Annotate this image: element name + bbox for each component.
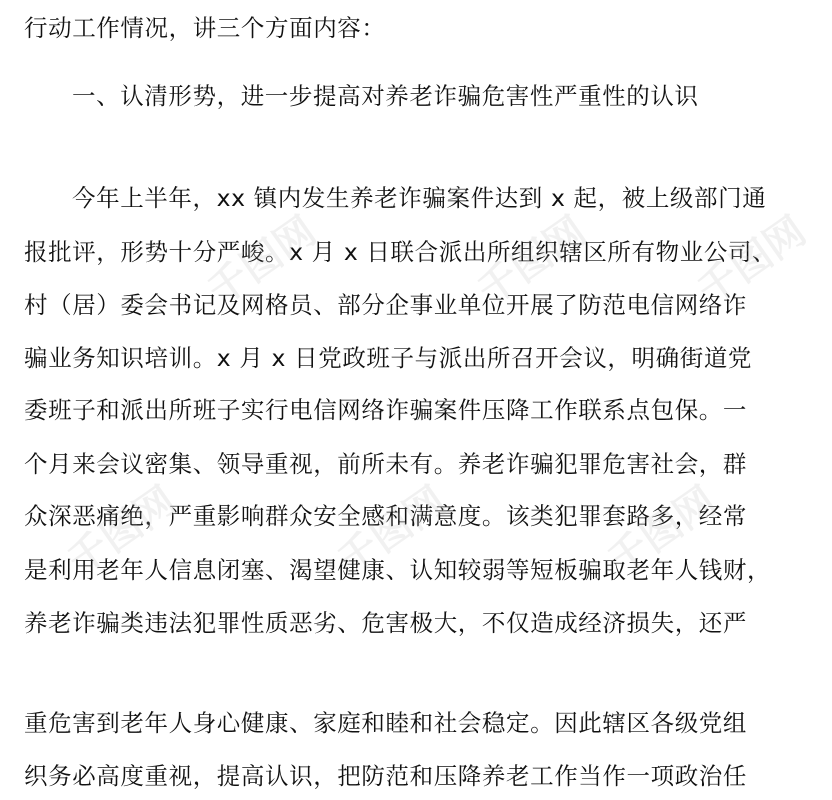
- watermark: 千图网: [469, 208, 595, 315]
- watermark: 千图网: [59, 478, 185, 585]
- section-heading: 一、认清形势，进一步提高对养老诈骗危害性严重性的认识: [72, 82, 699, 110]
- text-line-8: 个月来会议密集、领导重视，前所未有。养老诈骗犯罪危害社会，群: [24, 450, 747, 478]
- text-line-6: 骗业务知识培训。x 月 x 日党政班子与派出所召开会议，明确街道党: [24, 344, 753, 372]
- text-line-13: 织务必高度重视，提高认识，把防范和压降养老工作当作一项政治任: [24, 762, 747, 790]
- text-line-12: 重危害到老年人身心健康、家庭和睦和社会稳定。因此辖区各级党组: [24, 709, 747, 737]
- text-line-5: 村（居）委会书记及网格员、部分企事业单位开展了防范电信网络诈: [24, 291, 747, 319]
- text-line-4: 报批评，形势十分严峻。x 月 x 日联合派出所组织辖区所有物业公司、: [24, 238, 777, 266]
- watermark: 千图网: [199, 208, 325, 315]
- watermark: 千图网: [689, 208, 815, 315]
- text-line-9: 众深恶痛绝，严重影响群众安全感和满意度。该类犯罪套路多，经常: [24, 502, 747, 530]
- text-line-3: 今年上半年，xx 镇内发生养老诈骗案件达到 x 起，被上级部门通: [72, 184, 767, 212]
- text-line-7: 委班子和派出所班子实行电信网络诈骗案件压降工作联系点包保。一: [24, 396, 747, 424]
- text-line-1: 行动工作情况，讲三个方面内容：: [24, 14, 386, 42]
- text-line-11: 养老诈骗类违法犯罪性质恶劣、危害极大，不仅造成经济损失，还严: [24, 609, 747, 637]
- watermark: 千图网: [329, 478, 455, 585]
- watermark: 千图网: [599, 478, 725, 585]
- text-line-10: 是利用老年人信息闭塞、渴望健康、认知较弱等短板骗取老年人钱财，: [24, 556, 772, 584]
